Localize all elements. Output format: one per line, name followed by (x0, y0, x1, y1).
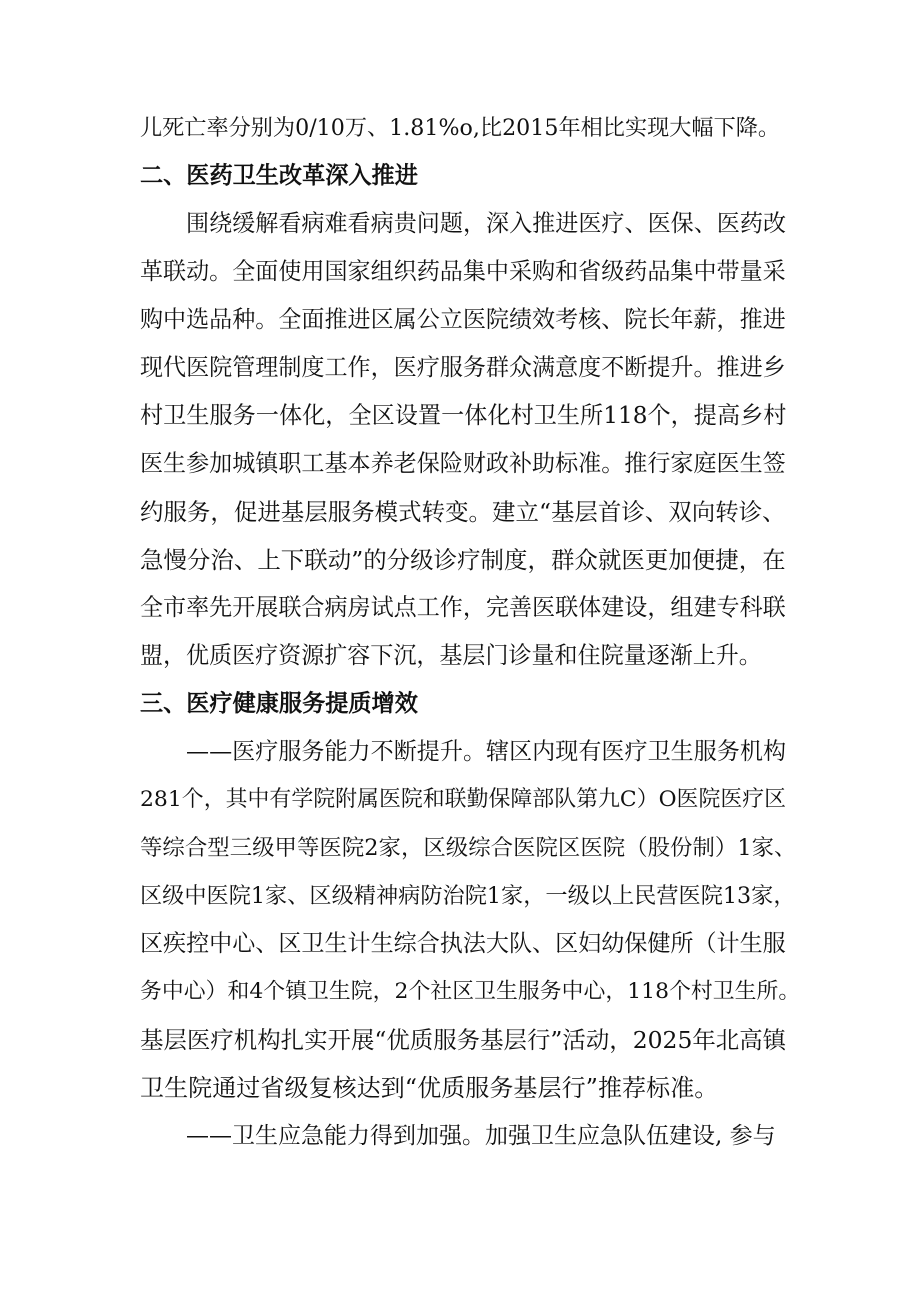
text-line: 基层医疗机构扎实开展“优质服务基层行”活动，2025年北高镇 (140, 1026, 787, 1054)
text-line: 医生参加城镇职工基本养老保险财政补助标准。推行家庭医生签 (140, 451, 786, 477)
text-line: 盟，优质医疗资源扩容下沉，基层门诊量和住院量逐渐上升。 (140, 643, 762, 669)
text-line: 全市率先开展联合病房试点工作，完善医联体建设，组建专科联 (140, 595, 786, 621)
text-line: 区疾控中心、区卫生计生综合执法大队、区妇幼保健所（计生服 (140, 931, 786, 957)
text-line: 等综合型三级甲等医院2家，区级综合医院区医院（股份制）1家、 (140, 835, 797, 861)
text-line: 区级中医院1家、区级精神病防治院1家，一级以上民营医院13家， (140, 883, 796, 909)
text-line: 革联动。全面使用国家组织药品集中采购和省级药品集中带量采 (140, 259, 786, 285)
text-line: 村卫生服务一体化，全区设置一体化村卫生所118个，提高乡村 (140, 403, 787, 429)
text-line: 围绕缓解看病难看病贵问题，深入推进医疗、医保、医药改 (186, 211, 787, 237)
text-line: 务中心）和4个镇卫生院，2个社区卫生服务中心，118个村卫生所。 (140, 979, 801, 1004)
text-line: 卫生院通过省级复核达到“优质服务基层行”推荐标准。 (140, 1074, 719, 1102)
section-heading: 二、医药卫生改革深入推进 (140, 162, 418, 189)
text-line: 约服务，促进基层服务模式转变。建立“基层首诊、双向转诊、 (140, 498, 786, 526)
text-line: 急慢分治、上下联动”的分级诊疗制度，群众就医更加便捷，在 (140, 546, 786, 574)
text-line: 281个，其中有学院附属医院和联勤保障部队第九C）O医院医疗区 (140, 787, 787, 812)
section-heading: 三、医疗健康服务提质增效 (140, 690, 418, 717)
text-line: 购中选品种。全面推进区属公立医院绩效考核、院长年薪，推进 (140, 307, 786, 333)
text-line: 儿死亡率分别为0/10万、1.81%o,比2015年相比实现大幅下降。 (140, 115, 781, 141)
text-line: ——医疗服务能力不断提升。辖区内现有医疗卫生服务机构 (186, 739, 787, 765)
text-line: 现代医院管理制度工作，医疗服务群众满意度不断提升。推进乡 (140, 355, 786, 381)
text-line: ——卫生应急能力得到加强。加强卫生应急队伍建设, 参与 (186, 1123, 776, 1149)
